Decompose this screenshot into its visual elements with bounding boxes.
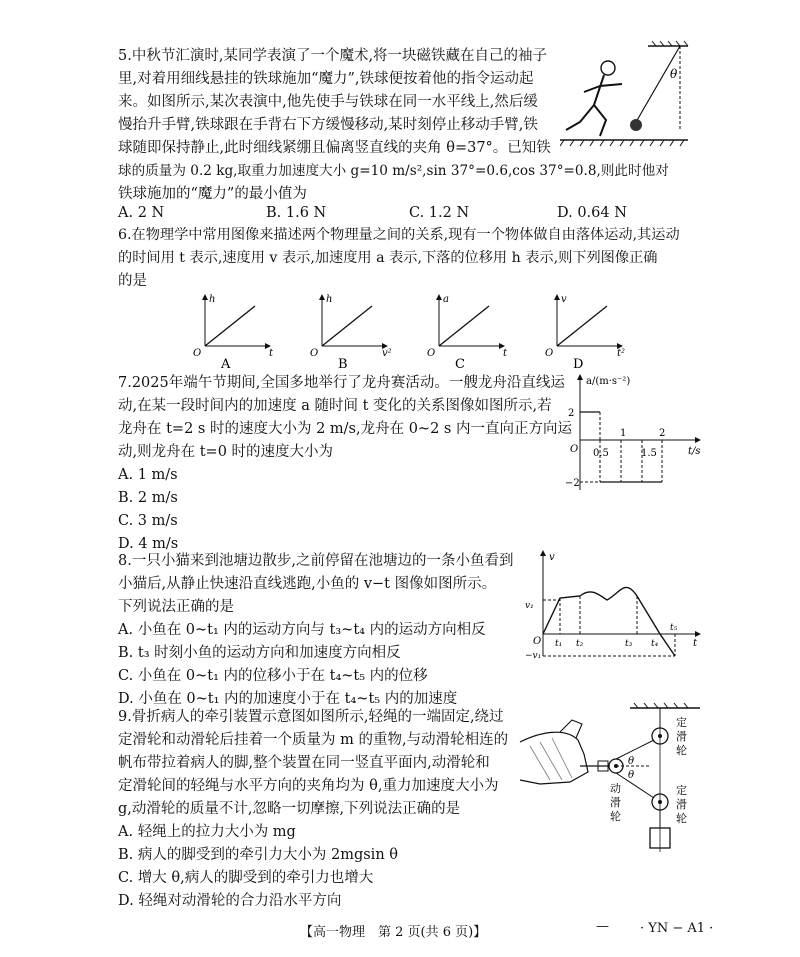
- option-b[interactable]: B. t₃ 时刻小鱼的运动方向和加速度方向相反: [118, 645, 401, 661]
- graph-d: [545, 294, 625, 372]
- theta-label: θ: [628, 770, 635, 781]
- question-7: [118, 372, 578, 556]
- graph-label: B: [338, 357, 348, 372]
- question-line: 7.2025年端午节期间,全国多地举行了龙舟赛活动。一艘龙舟沿直线运: [118, 375, 565, 391]
- axis-label: t: [693, 638, 698, 649]
- option-d[interactable]: D. 4 m/s: [118, 536, 179, 552]
- label-char: 轮: [676, 812, 687, 825]
- x-tick: 1: [620, 428, 627, 439]
- question-line: 球的质量为 0.2 kg,取重力加速度大小 g=10 m/s²,sin 37°=0.6,cos 37°=0.8,则此时他对: [118, 163, 669, 179]
- v1-label: v₁: [525, 601, 534, 611]
- option-d[interactable]: D. 小鱼在 0~t₁ 内的加速度小于在 t₄~t₅ 内的加速度: [118, 691, 458, 707]
- question-line: 的时间用 t 表示,速度用 v 表示,加速度用 a 表示,下落的位移用 h 表示,则下列图像正确: [118, 250, 658, 266]
- label-char: 动: [610, 782, 621, 795]
- footer-page-info: 【高一物理 第 2 页(共 6 页)】: [300, 925, 487, 940]
- option-c[interactable]: C. 小鱼在 0~t₁ 内的位移小于在 t₄~t₅ 内的位移: [118, 668, 428, 684]
- question-line: 球随即保持静止,此时细线紧绷且偏离竖直线的夹角 θ=37°。已知铁: [118, 140, 551, 156]
- x-tick: 0.5: [593, 448, 609, 459]
- axis-label: t/s: [688, 446, 701, 457]
- option-d[interactable]: D. 0.64 N: [557, 205, 627, 221]
- option-d[interactable]: D. 轻绳对动滑轮的合力沿水平方向: [118, 893, 342, 909]
- graph-c: [427, 294, 508, 372]
- q7-at-graph: [560, 372, 705, 500]
- question-line: 动,在某一段时间内的加速度 a 随时间 t 变化的关系图像如图所示,若: [118, 398, 552, 414]
- question-5-cont: [118, 160, 698, 206]
- label-char: 滑: [676, 798, 687, 811]
- x-tick: 1.5: [641, 448, 657, 459]
- option-c[interactable]: C. 1.2 N: [409, 205, 470, 221]
- option-a[interactable]: A. 1 m/s: [118, 467, 178, 483]
- question-line: 5.中秋节汇演时,某同学表演了一个魔术,将一块磁铁藏在自己的袖子: [118, 48, 548, 64]
- question-5-options: [118, 202, 678, 225]
- question-line: 下列说法正确的是: [118, 599, 234, 615]
- graph-a: [193, 294, 274, 372]
- graph-label: D: [573, 357, 584, 372]
- question-line: 6.在物理学中常用图像来描述两个物理量之间的关系,现有一个物体做自由落体运动,其运动: [118, 227, 680, 243]
- question-line: 里,对着用细线悬挂的铁球施加“魔力”,铁球便按着他的指令运动起: [118, 71, 534, 87]
- label-char: 轮: [676, 744, 687, 757]
- question-6: [118, 224, 698, 293]
- label-char: 滑: [610, 796, 621, 809]
- graph-label: C: [455, 357, 465, 372]
- axis-label: h: [326, 294, 333, 305]
- fixed-pulley-label-bottom: [676, 784, 687, 825]
- label-char: 滑: [676, 730, 687, 743]
- question-line: 定滑轮和动滑轮后挂着一个质量为 m 的重物,与动滑轮相连的: [118, 732, 509, 748]
- neg-v1-label: −v₁: [525, 651, 542, 661]
- question-line: g,动滑轮的质量不计,忽略一切摩擦,下列说法正确的是: [118, 801, 461, 817]
- y-tick: −2: [565, 478, 580, 489]
- option-b[interactable]: B. 2 m/s: [118, 490, 178, 506]
- patient-foot: [520, 732, 588, 784]
- question-line: 慢抬升手臂,铁球跟在手背右下方缓慢移动,某时刻停止移动手臂,铁: [118, 117, 538, 133]
- question-line: 来。如图所示,某次表演中,他先使手与铁球在同一水平线上,然后缓: [118, 94, 538, 110]
- theta-label: θ: [670, 67, 678, 81]
- question-line: 帆布带拉着病人的脚,整个装置在同一竖直平面内,动滑轮和: [118, 755, 490, 771]
- axis-label: t: [503, 348, 508, 359]
- t-label: t₄: [651, 639, 659, 649]
- question-line: 动,则龙舟在 t=0 时的速度大小为: [118, 444, 334, 460]
- axis-label: v: [561, 294, 567, 305]
- option-b[interactable]: B. 病人的脚受到的牵引力大小为 2mgsin θ: [118, 847, 398, 863]
- question-9: [118, 706, 518, 913]
- t-label: t₁: [555, 639, 563, 649]
- question-8: [118, 550, 538, 711]
- option-a[interactable]: A. 小鱼在 0~t₁ 内的运动方向与 t₃~t₄ 内的运动方向相反: [118, 622, 486, 638]
- t-label: t₅: [670, 623, 678, 633]
- axis-label: t: [269, 348, 274, 359]
- x-tick: 2: [659, 428, 666, 439]
- t-label: t₂: [576, 639, 584, 649]
- graph-b: [310, 294, 392, 372]
- axis-label: h: [209, 294, 216, 305]
- question-line: 铁球施加的“魔力”的最小值为: [118, 186, 307, 202]
- option-b[interactable]: B. 1.6 N: [266, 205, 327, 221]
- axis-label: a/(m·s⁻²): [586, 376, 631, 387]
- question-5: [118, 45, 588, 160]
- question-line: 小猫后,从静止快速沿直线逃跑,小鱼的 v−t 图像如图所示。: [118, 576, 497, 592]
- origin-label: O: [427, 348, 436, 359]
- option-c[interactable]: C. 3 m/s: [118, 513, 178, 529]
- magic-figure: [560, 40, 690, 160]
- label-char: 定: [676, 784, 687, 797]
- origin-label: O: [533, 636, 542, 647]
- axis-label: v: [549, 552, 555, 563]
- fixed-pulley-label-top: [676, 716, 687, 757]
- origin-label: O: [310, 348, 319, 359]
- question-line: 8.一只小猫来到池塘边散步,之前停留在池塘边的一条小鱼看到: [118, 553, 514, 569]
- label-char: 定: [676, 716, 687, 729]
- q6-graphs: [185, 292, 625, 372]
- y-tick: 2: [568, 408, 575, 419]
- graph-label: A: [221, 357, 231, 372]
- axis-label: a: [443, 294, 449, 305]
- question-line: 龙舟在 t=2 s 时的速度大小为 2 m/s,龙舟在 0~2 s 内一直向正方向运: [118, 421, 572, 437]
- footer-dash: —: [596, 919, 609, 934]
- origin-label: O: [193, 348, 202, 359]
- q8-vt-graph: [525, 548, 705, 663]
- t-label: t₃: [625, 639, 633, 649]
- question-line: 定滑轮间的轻绳与水平方向的夹角均为 θ,重力加速度大小为: [118, 778, 499, 794]
- question-line: 9.骨折病人的牵引装置示意图如图所示,轻绳的一端固定,绕过: [118, 709, 504, 725]
- origin-label: O: [570, 444, 579, 455]
- footer-code: · YN − A1 ·: [640, 921, 714, 936]
- axis-label: t²: [617, 348, 625, 359]
- label-char: 轮: [610, 810, 621, 823]
- axis-label: v²: [382, 348, 392, 359]
- option-a[interactable]: A. 2 N: [118, 205, 165, 221]
- traction-figure: [510, 702, 710, 862]
- theta-label: θ: [628, 756, 635, 767]
- option-a[interactable]: A. 轻绳上的拉力大小为 mg: [118, 824, 296, 840]
- question-line: 的是: [118, 273, 147, 289]
- moving-pulley-label: [610, 781, 621, 823]
- option-c[interactable]: C. 增大 θ,病人的脚受到的牵引力也增大: [118, 870, 374, 886]
- origin-label: O: [545, 348, 554, 359]
